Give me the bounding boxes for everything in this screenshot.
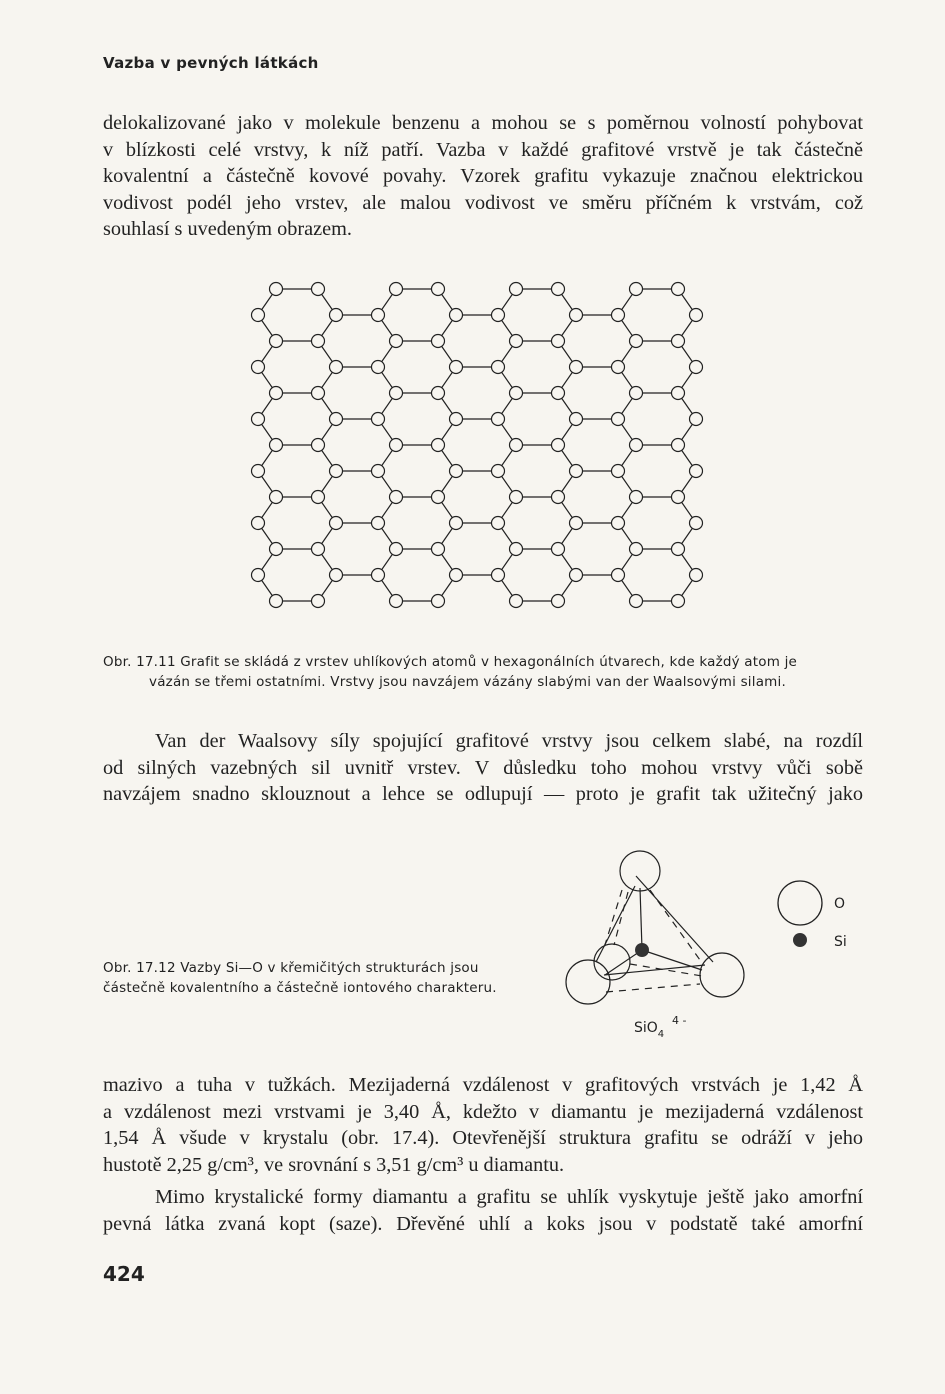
carbon-atom — [510, 387, 523, 400]
carbon-atom — [690, 465, 703, 478]
text-line: vodivost podél jeho vrstev, ale malou vodivost ve směru příčném k vrstvám, což — [103, 191, 863, 214]
carbon-atom — [552, 335, 565, 348]
carbon-atom — [630, 543, 643, 556]
text-line: a vzdálenost mezi vrstvami je 3,40 Å, kdežto v diamantu je mezijaderná vzdálenost — [103, 1100, 863, 1123]
carbon-atom — [270, 335, 283, 348]
text-line: pevná látka zvaná kopt (saze). Dřevěné uhlí a koks jsou v podstatě také amorfní — [103, 1212, 863, 1235]
carbon-atom — [492, 361, 505, 374]
legend-silicon-dot — [793, 933, 807, 947]
carbon-atom — [390, 335, 403, 348]
carbon-atom — [552, 439, 565, 452]
oxygen-atom-top — [620, 851, 660, 891]
carbon-atom — [492, 517, 505, 530]
carbon-atom — [690, 413, 703, 426]
carbon-atom — [330, 517, 343, 530]
text-line: Van der Waalsovy síly spojující grafitové vrstvy jsou celkem slabé, na rozdíl — [155, 730, 863, 752]
carbon-atom — [630, 439, 643, 452]
text-line: Mimo krystalické formy diamantu a grafitu se uhlík vyskytuje ještě jako amorfní — [155, 1186, 863, 1208]
carbon-atom — [330, 465, 343, 478]
caption-line: Obr. 17.11 Grafit se skládá z vrstev uhlíkových atomů v hexagonálních útvarech, kde každý atom je — [103, 654, 798, 670]
carbon-atom — [612, 465, 625, 478]
carbon-atom — [270, 491, 283, 504]
carbon-atom — [432, 439, 445, 452]
carbon-atom — [450, 517, 463, 530]
legend-oxygen-circle — [778, 881, 822, 925]
graphite-lattice-diagram — [240, 270, 720, 620]
carbon-atom — [330, 361, 343, 374]
carbon-atom — [252, 517, 265, 530]
carbon-atom — [492, 569, 505, 582]
carbon-atom — [510, 335, 523, 348]
caption-line: částečně kovalentního a částečně iontového charakteru. — [103, 980, 497, 996]
carbon-atom — [612, 309, 625, 322]
bond-edge-hidden — [606, 984, 700, 992]
figure-17-11-caption — [103, 652, 873, 692]
carbon-atom — [672, 595, 685, 608]
carbon-atom — [612, 361, 625, 374]
text-line: hustotě 2,25 g/cm³, ve srovnání s 3,51 g/cm³ u diamantu. — [103, 1153, 565, 1176]
text-line: mazivo a tuha v tužkách. Mezijaderná vzdálenost v grafitových vrstvách je 1,42 Å — [103, 1074, 863, 1096]
legend-silicon-label: Si — [834, 934, 847, 950]
oxygen-atom-left — [566, 960, 610, 1004]
carbon-atom — [690, 517, 703, 530]
carbon-atom — [432, 543, 445, 556]
carbon-atom — [570, 361, 583, 374]
carbon-atom — [672, 335, 685, 348]
carbon-atom — [450, 309, 463, 322]
carbon-atom — [570, 309, 583, 322]
caption-line: vázán se třemi ostatními. Vrstvy jsou navzájem vázány slabými van der Waalsovými silami. — [149, 674, 786, 690]
paragraph-3 — [103, 1072, 863, 1178]
carbon-atom — [372, 361, 385, 374]
carbon-atom — [312, 283, 325, 296]
carbon-atom — [390, 543, 403, 556]
carbon-atom — [510, 543, 523, 556]
carbon-atom — [252, 413, 265, 426]
carbon-atom — [672, 543, 685, 556]
carbon-atom — [672, 491, 685, 504]
carbon-atom — [432, 595, 445, 608]
si-o-bond — [642, 950, 702, 970]
formula-sio4: SiO$_4$ — [634, 1020, 665, 1040]
carbon-atom — [630, 335, 643, 348]
carbon-atom — [450, 361, 463, 374]
carbon-atom — [570, 517, 583, 530]
carbon-atom — [330, 413, 343, 426]
carbon-atom — [570, 413, 583, 426]
carbon-atom — [390, 387, 403, 400]
carbon-atom — [312, 387, 325, 400]
carbon-atom — [372, 309, 385, 322]
text-line: 1,54 Å všude v krystalu (obr. 17.4). Otevřenější struktura grafitu se odráží v jeho — [103, 1127, 863, 1149]
formula-charge: 4 - — [672, 1014, 687, 1027]
carbon-atom — [432, 491, 445, 504]
carbon-atom — [630, 491, 643, 504]
carbon-atom — [570, 465, 583, 478]
paragraph-2 — [103, 728, 863, 808]
carbon-atom — [612, 569, 625, 582]
carbon-atom — [450, 465, 463, 478]
carbon-atom — [672, 387, 685, 400]
carbon-atom — [252, 465, 265, 478]
caption-line: Obr. 17.12 Vazby Si—O v křemičitých strukturách jsou — [103, 960, 479, 976]
carbon-atom — [492, 465, 505, 478]
text-line: kovalentní a částečně kovové povahy. Vzorek grafitu vykazuje značnou elektrickou — [103, 165, 863, 187]
carbon-atom — [570, 569, 583, 582]
carbon-atom — [390, 491, 403, 504]
carbon-atom — [432, 283, 445, 296]
carbon-atom — [270, 439, 283, 452]
running-header: Vazba v pevných látkách — [103, 54, 319, 72]
carbon-atom — [432, 387, 445, 400]
carbon-atom — [690, 569, 703, 582]
carbon-atom — [372, 413, 385, 426]
carbon-atom — [270, 543, 283, 556]
text-line: v blízkosti celé vrstvy, k níž patří. Vazba v každé grafitové vrstvě je tak částečně — [103, 138, 863, 161]
carbon-atom — [270, 387, 283, 400]
carbon-atom — [612, 517, 625, 530]
carbon-atom — [312, 491, 325, 504]
legend-oxygen-label: O — [834, 896, 846, 912]
carbon-atom — [312, 595, 325, 608]
carbon-atom — [330, 309, 343, 322]
silicon-atom — [635, 943, 649, 957]
carbon-atom — [630, 387, 643, 400]
carbon-atom — [690, 361, 703, 374]
bond-edge — [596, 886, 635, 962]
page-number: 424 — [103, 1262, 145, 1286]
carbon-atom — [450, 413, 463, 426]
si-o-bond — [640, 888, 642, 949]
carbon-atom — [552, 543, 565, 556]
carbon-atom — [612, 413, 625, 426]
carbon-atom — [552, 491, 565, 504]
carbon-atom — [450, 569, 463, 582]
oxygen-atom-right — [700, 953, 744, 997]
text-line: souhlasí s uvedeným obrazem. — [103, 218, 352, 240]
text-line: od silných vazebných sil uvnitř vrstev. V důsledku toho mohou vrstvy vůči sobě — [103, 756, 863, 779]
carbon-atom — [672, 283, 685, 296]
text-line: navzájem snadno sklouznout a lehce se odlupují — proto je grafit tak užitečný jako — [103, 783, 863, 805]
carbon-atom — [312, 543, 325, 556]
carbon-atom — [510, 283, 523, 296]
sio4-tetrahedron-diagram — [548, 840, 868, 1050]
carbon-atom — [252, 361, 265, 374]
carbon-atom — [372, 465, 385, 478]
carbon-atom — [330, 569, 343, 582]
carbon-atom — [552, 595, 565, 608]
carbon-atom — [492, 413, 505, 426]
carbon-atom — [390, 595, 403, 608]
carbon-atom — [690, 309, 703, 322]
paragraph-1 — [103, 110, 863, 243]
carbon-atom — [390, 439, 403, 452]
carbon-atom — [270, 595, 283, 608]
text-line: delokalizované jako v molekule benzenu a mohou se s poměrnou volností pohybovat — [103, 112, 863, 134]
carbon-atom — [312, 439, 325, 452]
bond-edge-hidden — [614, 892, 628, 945]
carbon-atom — [510, 595, 523, 608]
carbon-atom — [390, 283, 403, 296]
carbon-atom — [552, 387, 565, 400]
carbon-atom — [492, 309, 505, 322]
paragraph-4 — [103, 1184, 863, 1237]
carbon-atom — [252, 569, 265, 582]
carbon-atom — [372, 569, 385, 582]
carbon-atom — [312, 335, 325, 348]
carbon-atom — [672, 439, 685, 452]
carbon-atom — [630, 595, 643, 608]
bond-edge-hidden — [604, 890, 622, 948]
carbon-atom — [630, 283, 643, 296]
carbon-atom — [510, 439, 523, 452]
figure-17-12-caption — [103, 958, 543, 998]
carbon-atom — [372, 517, 385, 530]
carbon-atom — [270, 283, 283, 296]
carbon-atom — [252, 309, 265, 322]
carbon-atom — [510, 491, 523, 504]
carbon-atom — [552, 283, 565, 296]
carbon-atom — [432, 335, 445, 348]
